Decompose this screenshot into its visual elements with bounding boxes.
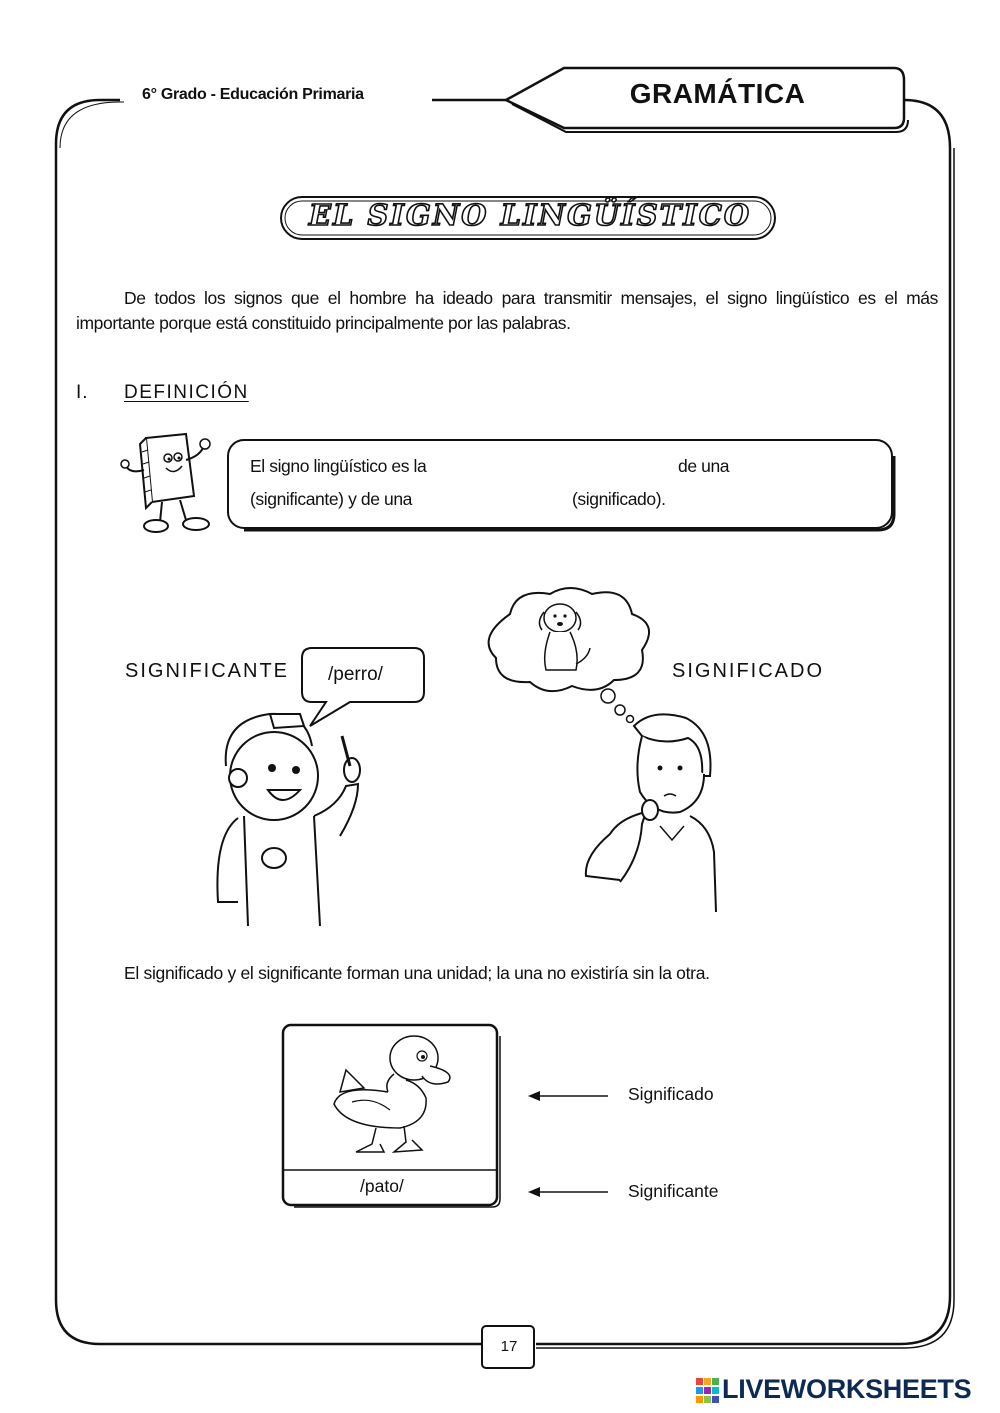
section-number: I. (76, 382, 89, 403)
page-title: EL SIGNO LINGÜÍSTICO (308, 198, 752, 232)
book-mascot-illustration (116, 430, 220, 540)
page-number: 17 (500, 1338, 518, 1355)
brand-logo-text: LIVEWORKSHEETS (722, 1374, 972, 1404)
definition-part-3: (significante) y de una (250, 489, 413, 509)
intro-paragraph: De todos los signos que el hombre ha ideado para transmitir mensajes, el signo lingüístico es el más importante porque está constituido principalmente por las palabras. (76, 288, 938, 333)
example-word: /pato/ (360, 1176, 404, 1196)
boy-thinking-illustration (580, 706, 730, 916)
definition-part-4: (significado). (572, 489, 666, 509)
definition-box (226, 436, 898, 534)
significado-label: SIGNIFICADO (672, 660, 825, 682)
section-tag: GRAMÁTICA (629, 78, 806, 109)
boy-speaking-illustration (208, 706, 378, 932)
definition-part-1: El signo lingüístico es la (250, 456, 427, 476)
liveworksheets-logo-icon (696, 1378, 720, 1404)
section-title: DEFINICIÓN (124, 382, 249, 403)
unity-statement: El significado y el significante forman una unidad; la una no existiría sin la otra. (124, 963, 710, 983)
label-significante: Significante (628, 1181, 719, 1201)
label-significado: Significado (628, 1084, 714, 1104)
definition-part-2: de una (678, 456, 730, 476)
example-arrows (526, 1086, 616, 1202)
speech-bubble-text: /perro/ (328, 664, 383, 685)
grade-label: 6° Grado - Educación Primaria (142, 86, 364, 103)
thought-cloud (480, 584, 670, 724)
significante-label: SIGNIFICANTE (125, 660, 290, 682)
